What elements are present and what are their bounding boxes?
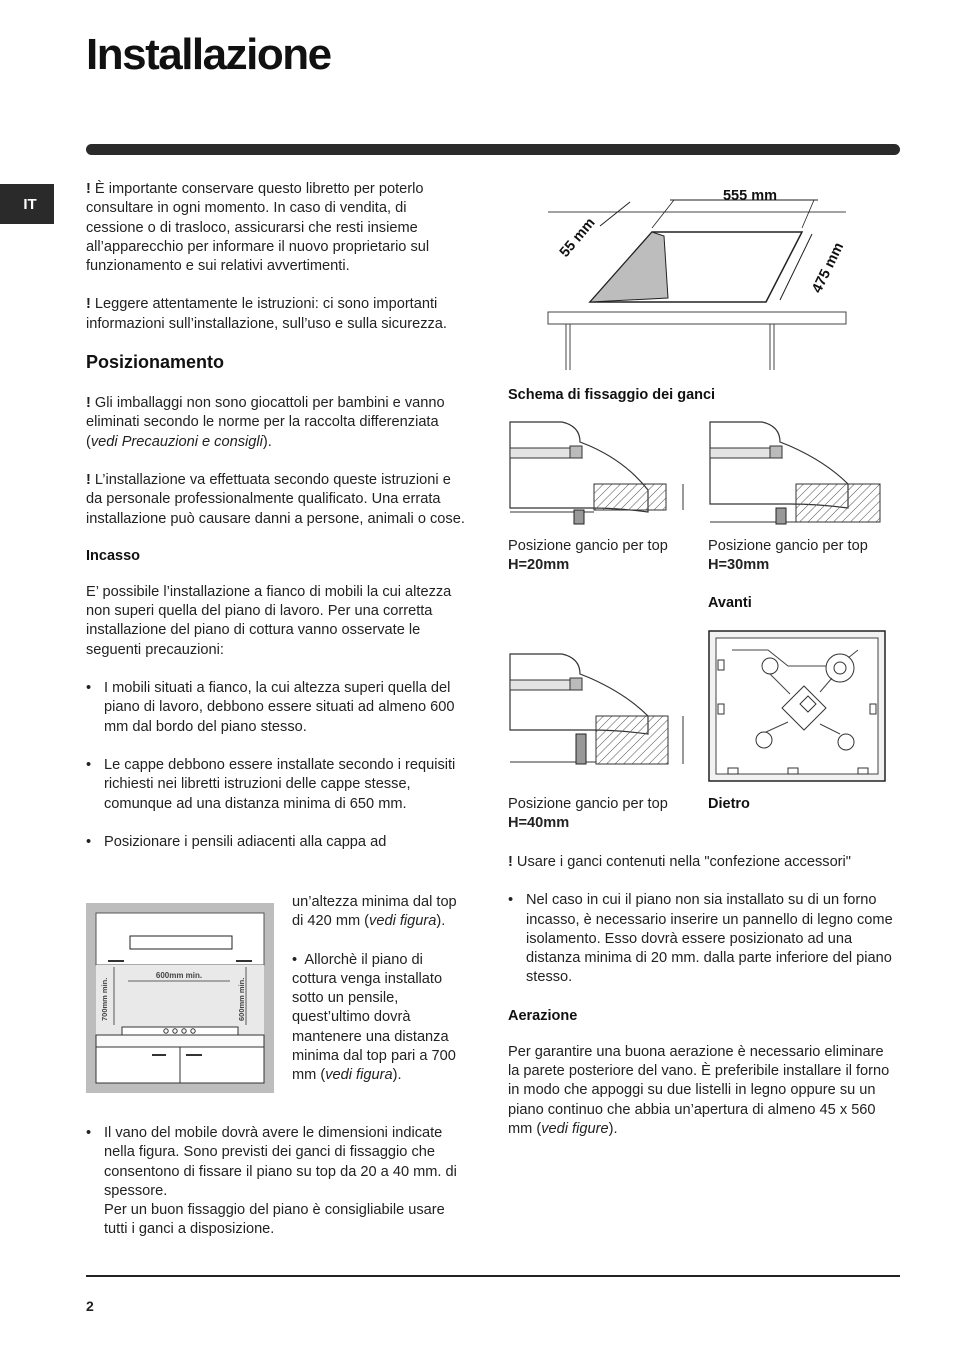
accessory-note: ! Usare i ganci contenuti nella "confezione accessori" bbox=[508, 854, 851, 870]
label-dietro: Dietro bbox=[708, 796, 750, 812]
label-600-side: 600mm min. bbox=[237, 977, 246, 1021]
language-tab: IT bbox=[0, 184, 54, 224]
caption-h40: Posizione gancio per top H=40mm bbox=[508, 796, 668, 832]
intro-paragraph: ! È importante conservare questo libretto per poterlo consultare in ogni momento. In caso di vendita, di cessione o di trasloco, assicurarsi che resti insieme all’apparecchio per informare il nuovo proprietario sul funzionamento e sui relativi avvertimenti. bbox=[86, 181, 430, 275]
cutout-diagram bbox=[540, 180, 860, 372]
warning-mark: ! bbox=[86, 395, 91, 412]
warning-mark: ! bbox=[86, 471, 91, 488]
installation-paragraph: ! L’installazione va effettuata secondo queste istruzioni e da personale professionalmente qualificato. Una errata installazione può causare danni a persone, animali o cose. bbox=[86, 471, 465, 527]
bullet5-block bbox=[86, 1124, 466, 1240]
dim-555: 555 mm bbox=[722, 188, 778, 204]
aerazione-paragraph: Per garantire una buona aerazione è necessario eliminare la parete posteriore del vano. È preferibile installare il forno in modo che appoggi su due listelli in legno oppure su un piano continuo che abbia un’apertura di almeno 45 x 560 mm (vedi figure). bbox=[508, 1043, 890, 1137]
section-heading: Posizionamento bbox=[86, 352, 225, 373]
incasso-paragraph: E’ possibile l’installazione a fianco di mobili la cui altezza non superi quella del piano di lavoro. Per una corretta installazione del piano di cottura vanno osservate le seguenti precauzioni: bbox=[86, 583, 452, 658]
hook-figure-h40 bbox=[508, 650, 690, 770]
aerazione-heading: Aerazione bbox=[508, 1007, 578, 1024]
hook-figure-h20 bbox=[508, 418, 690, 530]
bullet-item: • Nel caso in cui il piano non sia installato su di un forno incasso, è necessario inserire un pannello di legno come isolamento. Esso dovrà essere posizionato ad una distanza minima di 20 mm. dalla parte inferiore del piano stesso. bbox=[508, 892, 893, 986]
hook-figure-h30 bbox=[708, 418, 890, 530]
label-avanti: Avanti bbox=[708, 595, 752, 611]
subheading-incasso: Incasso bbox=[86, 547, 140, 564]
warning-mark: ! bbox=[86, 296, 91, 313]
bullet-item: • I mobili situati a fianco, la cui altezza superi quella del piano di lavoro, debbono essere situati ad almeno 600 mm dal bordo del piano stesso. bbox=[86, 680, 455, 735]
bullet-item: • Le cappe debbono essere installate secondo i requisiti richiesti nei libretti istruzioni delle cappe stesse, comunque ad una distanza minima di 650 mm. bbox=[86, 756, 456, 812]
page-number: 2 bbox=[86, 1298, 94, 1314]
bullet-item: • Posizionare i pensili adiacenti alla cappa ad bbox=[86, 833, 387, 850]
footer-rule bbox=[86, 1275, 900, 1277]
header-rule bbox=[86, 144, 900, 155]
schema-heading: Schema di fissaggio dei ganci bbox=[508, 387, 716, 403]
caption-h20: Posizione gancio per top H=20mm bbox=[508, 538, 668, 574]
caption-h30: Posizione gancio per top H=30mm bbox=[708, 538, 868, 574]
label-600-top: 600mm min. bbox=[155, 971, 203, 980]
warning-mark: ! bbox=[508, 854, 513, 870]
dim-55: 55 mm bbox=[556, 215, 599, 261]
left-column bbox=[86, 180, 466, 852]
hob-underside-figure bbox=[708, 630, 888, 784]
warning-mark: ! bbox=[86, 181, 91, 197]
reading-paragraph: ! Leggere attentamente le istruzioni: ci sono importanti informazioni sull’installazione, sull’uso e sulla sicurezza. bbox=[86, 296, 447, 332]
label-700: 700mm min. bbox=[100, 977, 109, 1021]
bullet-item: • Il vano del mobile dovrà avere le dimensioni indicate nella figura. Sono previsti dei ganci di fissaggio che consentono di fissare il piano su top da 20 a 40 mm. di spessore. bbox=[86, 1125, 457, 1199]
kitchen-clearance-figure bbox=[86, 903, 274, 1093]
bullet3-continuation: un’altezza minima dal top di 420 mm (vedi figura). • Allorchè il piano di cottura venga installato sotto un pensile, quest’ultimo dovrà mantenere una distanza minima dal top pari a 700 mm (vedi figura). bbox=[292, 893, 466, 1086]
dim-475: 475 mm bbox=[809, 240, 848, 296]
bullet-extra: Per un buon fissaggio del piano è consigliabile usare tutti i ganci a disposizione. bbox=[104, 1202, 445, 1238]
right-lower-text bbox=[508, 853, 898, 1139]
page-title: Installazione bbox=[86, 30, 331, 79]
packaging-paragraph: ! Gli imballaggi non sono giocattoli per bambini e vanno eliminati secondo le norme per la raccolta differenziata (vedi Precauzioni e consigli). bbox=[86, 395, 445, 450]
bullet-item: • Allorchè il piano di cottura venga installato sotto un pensile, quest’ultimo dovrà mantenere una distanza minima dal top pari a 700 mm (vedi figura). bbox=[292, 951, 456, 1084]
